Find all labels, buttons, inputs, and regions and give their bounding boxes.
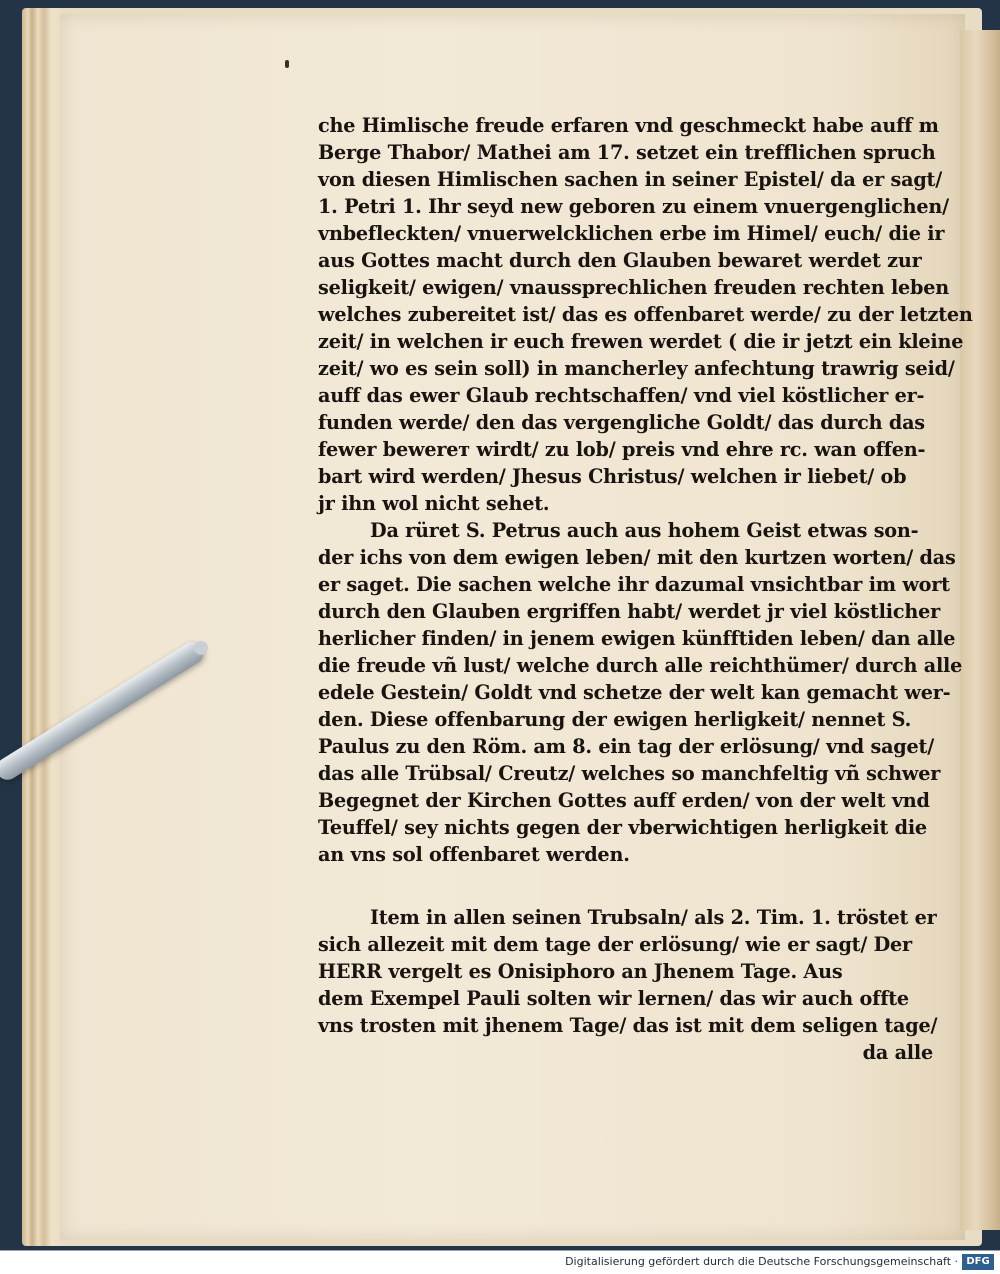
text-line: dem Exempel Pauli solten wir lernen/ das wir auch offte xyxy=(318,987,909,1010)
text-line: HERR vergelt es Onisiphoro an Jhenem Tage. Aus xyxy=(318,960,843,983)
ink-mark xyxy=(285,60,289,68)
page-text xyxy=(318,112,973,1112)
text-line: vns trosten mit jhenem Tage/ das ist mit dem seligen tage/ xyxy=(318,1014,938,1037)
text-line: welches zubereitet ist/ das es offenbaret werde/ zu der letzten xyxy=(318,303,973,326)
text-line: seligkeit/ ewigen/ vnaussprechlichen freuden rechten leben xyxy=(318,276,950,299)
facing-page-edge xyxy=(960,30,1000,1230)
text-line: Da rüret S. Petrus auch aus hohem Geist etwas son- xyxy=(370,519,919,542)
text-line: funden werde/ den das vergengliche Goldt/ das durch das xyxy=(318,411,925,434)
text-line: fewer bewerет wirdt/ zu lob/ preis vnd ehre rc. wan offen- xyxy=(318,438,926,461)
text-line: er saget. Die sachen welche ihr dazumal vnsichtbar im wort xyxy=(318,573,950,596)
text-line: das alle Trübsal/ Creutz/ welches so manchfeltig vñ schwer xyxy=(318,762,941,785)
text-line: auff das ewer Glaub rechtschaffen/ vnd viel köstlicher er- xyxy=(318,384,925,407)
text-line: che Himlische freude erfaren vnd geschmeckt habe auff m xyxy=(318,114,939,137)
text-line: zeit/ wo es sein soll) in mancherley anfechtung trawrig seid/ xyxy=(318,357,955,380)
text-line: herlicher finden/ in jenem ewigen künfftiden leben/ dan alle xyxy=(318,627,956,650)
text-line: Begegnet der Kirchen Gottes auff erden/ von der welt vnd xyxy=(318,789,930,812)
text-line: bart wird werden/ Jhesus Christus/ welchen ir liebet/ ob xyxy=(318,465,907,488)
funding-notice: Digitalisierung gefördert durch die Deutsche Forschungsgemeinschaft · xyxy=(565,1255,958,1268)
footer-bar xyxy=(0,1250,1000,1274)
text-line: Berge Thabor/ Mathei am 17. setzet ein trefflichen spruch xyxy=(318,141,936,164)
text-line: aus Gottes macht durch den Glauben bewaret werdet zur xyxy=(318,249,922,272)
text-line: von diesen Himlischen sachen in seiner Epistel/ da er sagt/ xyxy=(318,168,943,191)
text-line: Paulus zu den Röm. am 8. ein tag der erlösung/ vnd saget/ xyxy=(318,735,934,758)
catchword: da alle xyxy=(862,1041,933,1064)
text-line: die freude vñ lust/ welche durch alle reichthümer/ durch alle xyxy=(318,654,963,677)
text-line: der ichs von dem ewigen leben/ mit den kurtzen worten/ das xyxy=(318,546,956,569)
text-line: zeit/ in welchen ir euch frewen werdet ( die ir jetzt ein kleine xyxy=(318,330,964,353)
text-line: Teuffel/ sey nichts gegen der vberwichtigen herligkeit die xyxy=(318,816,927,839)
dfg-logo: DFG xyxy=(962,1254,994,1270)
text-line: sich allezeit mit dem tage der erlösung/ wie er sagt/ Der xyxy=(318,933,912,956)
text-line: 1. Petri 1. Ihr seyd new geboren zu einem vnuergenglichen/ xyxy=(318,195,949,218)
text-line: vnbefleckten/ vnuerwelcklichen erbe im Himel/ euch/ die ir xyxy=(318,222,945,245)
text-line: durch den Glauben ergriffen habt/ werdet jr viel köstlicher xyxy=(318,600,941,623)
text-line: Item in allen seinen Trubsaln/ als 2. Tim. 1. tröstet er xyxy=(370,906,937,929)
text-line: jr ihn wol nicht sehet. xyxy=(318,492,550,515)
text-line: an vns sol offenbaret werden. xyxy=(318,843,630,866)
text-line: den. Diese offenbarung der ewigen herligkeit/ nennet S. xyxy=(318,708,912,731)
text-line: edele Gestein/ Goldt vnd schetze der welt kan gemacht wer- xyxy=(318,681,951,704)
